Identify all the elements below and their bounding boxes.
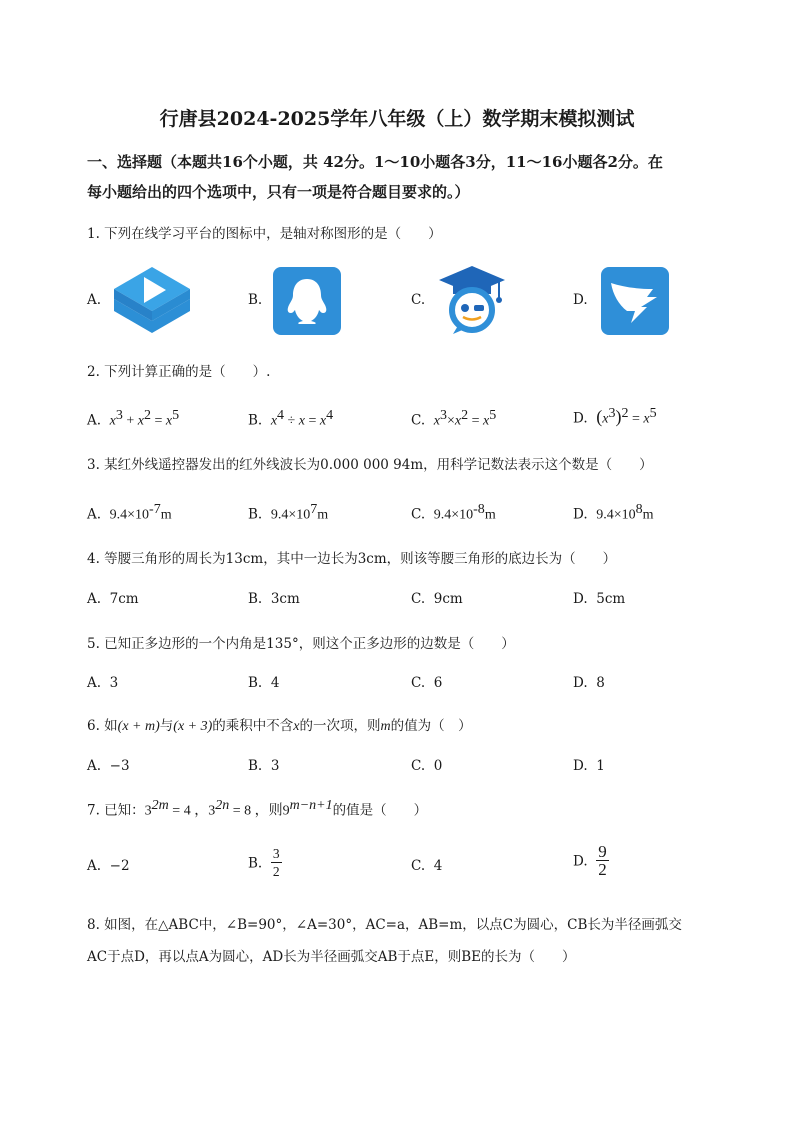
question-4: 4. 等腰三角形的周长为13cm，其中一边长为3cm，则该等腰三角形的底边长为（ ） [87,551,617,567]
graduation-cap-icon [437,264,507,338]
q1-label-b: B. [248,292,263,308]
q2-option-d: D. $(x^3)^2 = x^5$ [573,406,657,427]
q3-option-b: B. $9.4\times 10^7m$ [248,502,329,523]
page-title: 行唐县2024-2025学年八年级（上）数学期末模拟测试 [159,108,635,130]
question-6: 6. 如(x + m)与(x + 3)的乘积中不含x的一次项，则m的值为（ ） [87,718,472,734]
q7-option-d: D. $\frac{9}{2}$ [573,842,607,879]
q6-option-c: C. 0 [411,758,443,774]
q6-option-d: D. 1 [573,758,605,774]
q5-option-c: C. 6 [411,675,443,691]
penguin-app-icon [273,267,341,335]
question-2: 2. 下列计算正确的是（ ）. [87,364,271,380]
question-1: 1. 下列在线学习平台的图标中，是轴对称图形的是（ ） [87,226,442,242]
q5-option-a: A. 3 [87,675,119,691]
q4-option-c: C. 9cm [411,591,463,607]
q6-option-b: B. 3 [248,758,280,774]
q3-option-d: D. $9.4\times 10^8m$ [573,502,654,523]
wing-app-icon [601,267,669,335]
question-8-line1: 8. 如图，在△ABC中，∠B=90°，∠A=30°，AC=a，AB=m，以点C为圆心，CB长为半径画弧交 [87,917,682,933]
q1-label-a: A. [87,292,102,308]
q2-option-b: B. $x^4 \div x = x^4$ [248,408,334,429]
question-8-line2: AC于点D，再以点A为圆心，AD长为半径画弧交AB于点E，则BE的长为（ ） [87,949,576,965]
q7-option-c: C. 4 [411,858,443,874]
q1-label-d: D. [573,292,588,308]
q3-option-c: C. $9.4\times 10^{-8}m$ [411,502,496,523]
play-logo-icon [112,265,192,335]
q5-option-b: B. 4 [248,675,280,691]
q3-option-a: A. $9.4\times 10^{-7}m$ [87,502,172,523]
q4-option-b: B. 3cm [248,591,300,607]
q4-option-a: A. 7cm [87,591,139,607]
q4-option-d: D. 5cm [573,591,626,607]
q1-label-c: C. [411,292,426,308]
section-heading-line1: 一、选择题（本题共16个小题，共 42分。1～10小题各3分，11～16小题各2分。在 [87,153,663,171]
q7-option-a: A. −2 [87,858,130,874]
question-7: 7. 已知：$3^{2m} = 4$ ，$3^{2n} = 8$ ，则$9^{m-n+1}$的值是（ ） [87,798,428,819]
q2-option-c: C. $x^3\times x^2 = x^5$ [411,408,497,429]
question-5: 5. 已知正多边形的一个内角是135°，则这个正多边形的边数是（ ） [87,636,515,652]
section-heading-line2: 每小题给出的四个选项中，只有一项是符合题目要求的。） [87,183,470,201]
q7-option-b: B. $\frac{3}{2}$ [248,846,280,879]
q2-option-a: A. $x^3 + x^2 = x^5$ [87,408,180,429]
q5-option-d: D. 8 [573,675,605,691]
q6-option-a: A. −3 [87,758,130,774]
question-3: 3. 某红外线遥控器发出的红外线波长为0.000 000 94m，用科学记数法表示这个数是（ ） [87,457,653,473]
